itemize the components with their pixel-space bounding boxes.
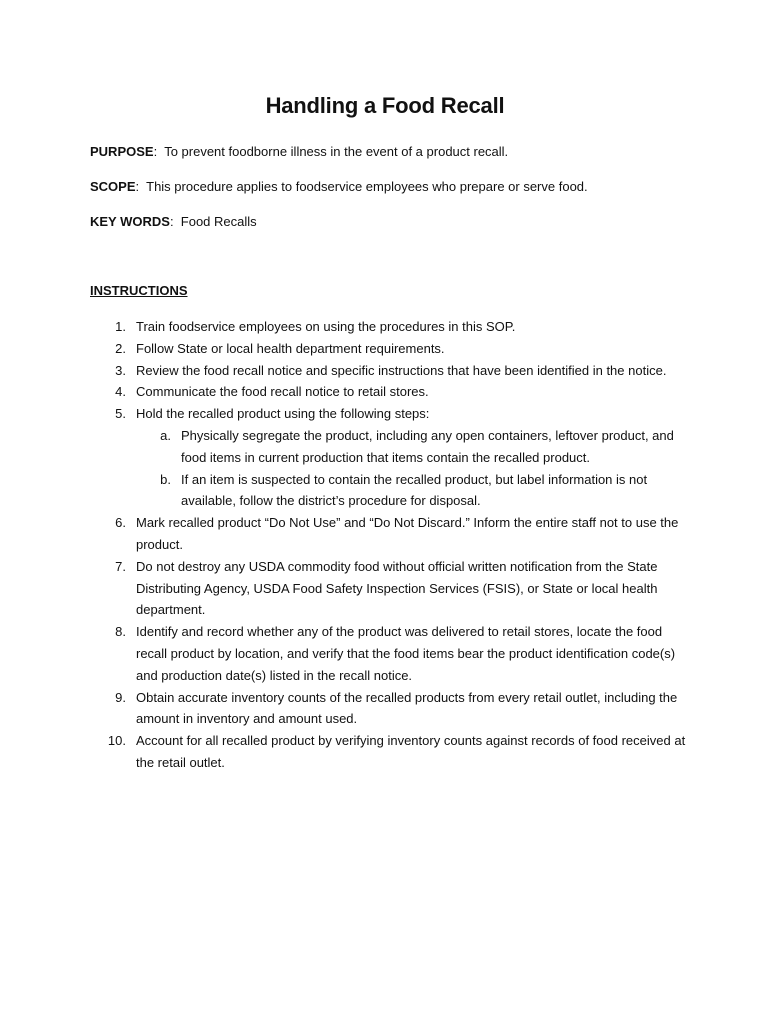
step-number: 3. [115, 362, 126, 378]
step-number: 5. [115, 406, 126, 422]
step-text: Train foodservice employees on using the procedures in this SOP. [136, 319, 516, 334]
step-number: 9. [115, 689, 126, 705]
instruction-step [90, 687, 690, 731]
instruction-step [90, 730, 690, 774]
step-number: 7. [115, 558, 126, 574]
step-text: Follow State or local health department requirements. [136, 340, 445, 356]
instruction-step [90, 621, 690, 686]
step-number: 6. [115, 515, 126, 531]
scope-label: SCOPE [90, 179, 136, 194]
scope-text: This procedure applies to foodservice employees who prepare or serve food. [146, 179, 588, 194]
purpose-label: PURPOSE [90, 144, 154, 159]
substep-text: If an item is suspected to contain the recalled product, but label information is not available, follow the district’s procedure for disposal. [181, 471, 648, 509]
keywords-label: KEY WORDS [90, 214, 170, 229]
instruction-step [90, 512, 690, 556]
step-text: Review the food recall notice and specific instructions that have been identified in the notice. [136, 362, 667, 378]
step-text: Account for all recalled product by verifying inventory counts against records of food received at the retail outlet. [136, 733, 686, 770]
step-number: 1. [115, 319, 126, 334]
instruction-step [90, 556, 690, 621]
step-number: 2. [115, 340, 126, 356]
step-number: 4. [115, 384, 126, 400]
page-title: Handling a Food Recall [265, 93, 505, 118]
keywords-text: Food Recalls [180, 214, 257, 229]
step-text: Identify and record whether any of the product was delivered to retail stores, locate the food recall product by location, and verify that the food items bear the product identification code(s) and production date(s) listed in the recall notice. [136, 624, 676, 683]
step-text: Hold the recalled product using the following steps: [136, 406, 430, 422]
step-number: 8. [115, 624, 126, 640]
instruction-substep [136, 469, 690, 513]
instruction-step [90, 381, 690, 403]
step-number: 10. [107, 733, 126, 749]
purpose-line: PURPOSE: To prevent foodborne illness in the event of a product recall. [90, 144, 509, 159]
instruction-substep [136, 425, 690, 469]
step-text: Communicate the food recall notice to retail stores. [136, 384, 429, 400]
instructions-list [90, 316, 690, 774]
keywords-line: KEY WORDS: Food Recalls [90, 214, 257, 229]
step-text: Obtain accurate inventory counts of the recalled products from every retail outlet, including the amount in inventory and amount used. [136, 689, 678, 727]
instruction-step [90, 360, 690, 382]
substep-letter: b. [160, 471, 171, 487]
instruction-step [90, 316, 690, 338]
instruction-step [90, 403, 690, 512]
step-text: Mark recalled product “Do Not Use” and “Do Not Discard.” Inform the entire staff not to use the product. [136, 515, 679, 552]
step-text: Do not destroy any USDA commodity food without official written notification from the State Distributing Agency, USDA Food Safety Inspection Services (FSIS), or State or local health department. [136, 558, 658, 618]
substep-list [136, 425, 690, 512]
substep-letter: a. [160, 427, 171, 443]
instruction-step [90, 338, 690, 360]
scope-line: SCOPE: This procedure applies to foodservice employees who prepare or serve food. [90, 179, 588, 194]
instructions-heading: INSTRUCTIONS [90, 283, 188, 298]
substep-text: Physically segregate the product, including any open containers, leftover product, and food items in current production that items contain the recalled product. [181, 427, 674, 465]
purpose-text: To prevent foodborne illness in the event of a product recall. [164, 144, 509, 159]
